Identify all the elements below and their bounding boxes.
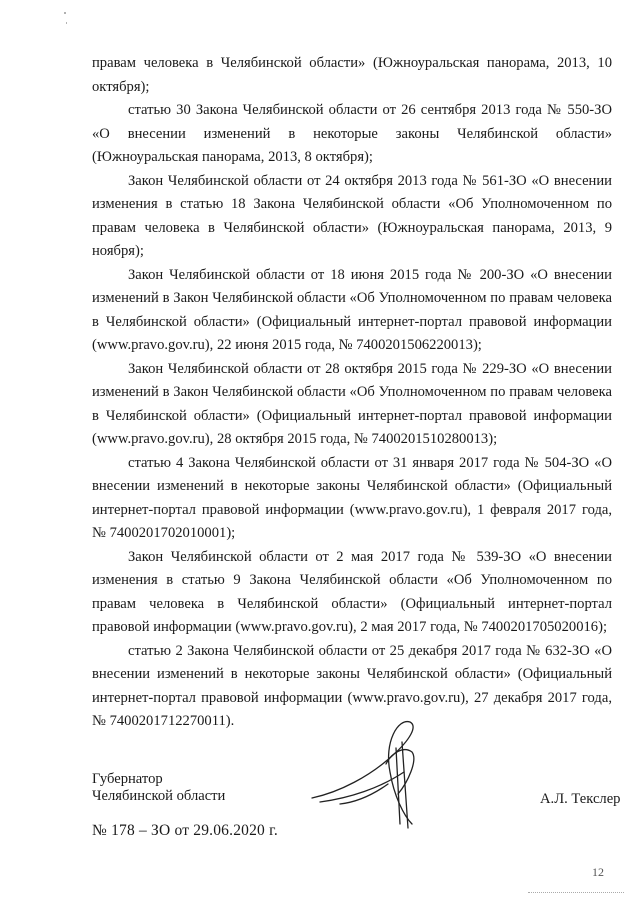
paragraph: Закон Челябинской области от 18 июня 2015 года № 200-ЗО «О внесении изменений в Закон Челябинской области «Об Уполномоченном по правам человека в Челябинской области» (Официальный интернет-портал правовой информации (www.pravo.gov.ru), 22 июня 2015 года, № 7400201506220013);: [92, 266, 612, 353]
signatory-name: А.Л. Текслер: [540, 791, 621, 807]
scan-edge-line: [528, 892, 624, 893]
paragraph: Закон Челябинской области от 2 мая 2017 года № 539-ЗО «О внесении изменения в статью 9 Закона Челябинской области «Об Уполномоченном по правам человека в Челябинской области» (Официальный интернет-портал правовой информации (www.pravo.gov.ru), 2 мая 2017 года, № 7400201705020016);: [92, 548, 612, 635]
scan-speck: [64, 12, 66, 14]
paragraph: Закон Челябинской области от 28 октября 2015 года № 229-ЗО «О внесении изменений в Закон Челябинской области «Об Уполномоченном по правам человека в Челябинской области» (Официальный интернет-портал правовой информации (www.pravo.gov.ru), 28 октября 2015 года, № 7400201510280013);: [92, 360, 612, 447]
paragraph: статью 4 Закона Челябинской области от 31 января 2017 года № 504-ЗО «О внесении изменений в некоторые законы Челябинской области» (Официальный интернет-портал правовой информации (www.pravo.gov.ru), 1 февраля 2017 года, № 7400201702010001);: [92, 454, 612, 541]
signatory-region: Челябинской области: [92, 788, 226, 804]
scan-speck: [66, 22, 67, 24]
page-number: 12: [592, 865, 604, 879]
paragraph: статью 30 Закона Челябинской области от 26 сентября 2013 года № 550-ЗО «О внесении изменений в некоторые законы Челябинской области» (Южноуральская панорама, 2013, 8 октября);: [92, 102, 612, 165]
paragraph: Закон Челябинской области от 24 октября 2013 года № 561-ЗО «О внесении изменения в статью 18 Закона Челябинской области «Об Уполномоченном по правам человека в Челябинской области» (Южноуральская панорама, 2013, 9 ноября);: [92, 172, 612, 259]
signatory-title: [92, 771, 225, 805]
paragraph: статью 2 Закона Челябинской области от 25 декабря 2017 года № 632-ЗО «О внесении изменений в некоторые законы Челябинской области» (Официальный интернет-портал правовой информации (www.pravo.gov.ru), 27 декабря 2017 года, № 7400201712270011).: [92, 642, 612, 729]
paragraph: правам человека в Челябинской области» (Южноуральская панорама, 2013, 10 октября);: [92, 55, 612, 95]
handwritten-signature: [300, 712, 450, 832]
document-body: [92, 52, 612, 734]
signatory-position: Губернатор: [92, 771, 163, 787]
law-number: № 178 – ЗО от 29.06.2020 г.: [92, 822, 278, 839]
